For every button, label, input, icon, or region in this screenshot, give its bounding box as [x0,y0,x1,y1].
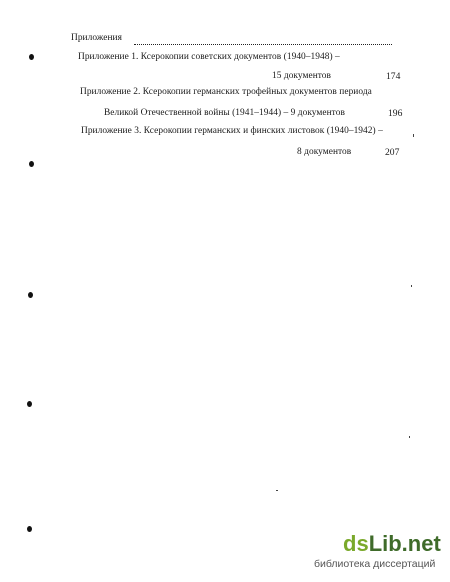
toc-entry-2-title: Приложение 2. Ксерокопии германских трофейных документов периода [80,87,372,97]
toc-entry-3-subtitle: 8 документов [297,147,352,157]
toc-entry-3-page: 207 [385,147,400,158]
toc-entry-1-title: Приложение 1. Ксерокопии советских документов (1940–1948) – [78,52,340,62]
toc-leader-dots [134,41,392,45]
scan-spot [28,292,33,298]
toc-entry-2-page: 196 [388,108,403,119]
scan-speck [276,490,278,491]
toc-entry-1-subtitle: 15 документов [272,71,332,81]
scan-speck [411,285,412,287]
toc-entry-1-page: 174 [386,71,401,82]
scan-spot [29,54,34,60]
toc-entry-2-subtitle: Великой Отечественной войны (1941–1944) – 9 документов [104,108,345,118]
toc-heading: Приложения [71,33,122,43]
scan-speck [413,134,414,137]
scan-spot [27,401,32,407]
toc-entry-3-title: Приложение 3. Ксерокопии германских и финских листовок (1940–1942) – [81,126,383,136]
watermark-logo [343,533,441,555]
watermark-subtitle: библиотека диссертаций [314,558,436,570]
scan-spot [29,161,34,167]
watermark-brand-a: ds [343,531,369,556]
scan-spot [27,526,32,532]
scan-speck [409,436,410,438]
watermark-brand-b: Lib.net [368,531,441,556]
